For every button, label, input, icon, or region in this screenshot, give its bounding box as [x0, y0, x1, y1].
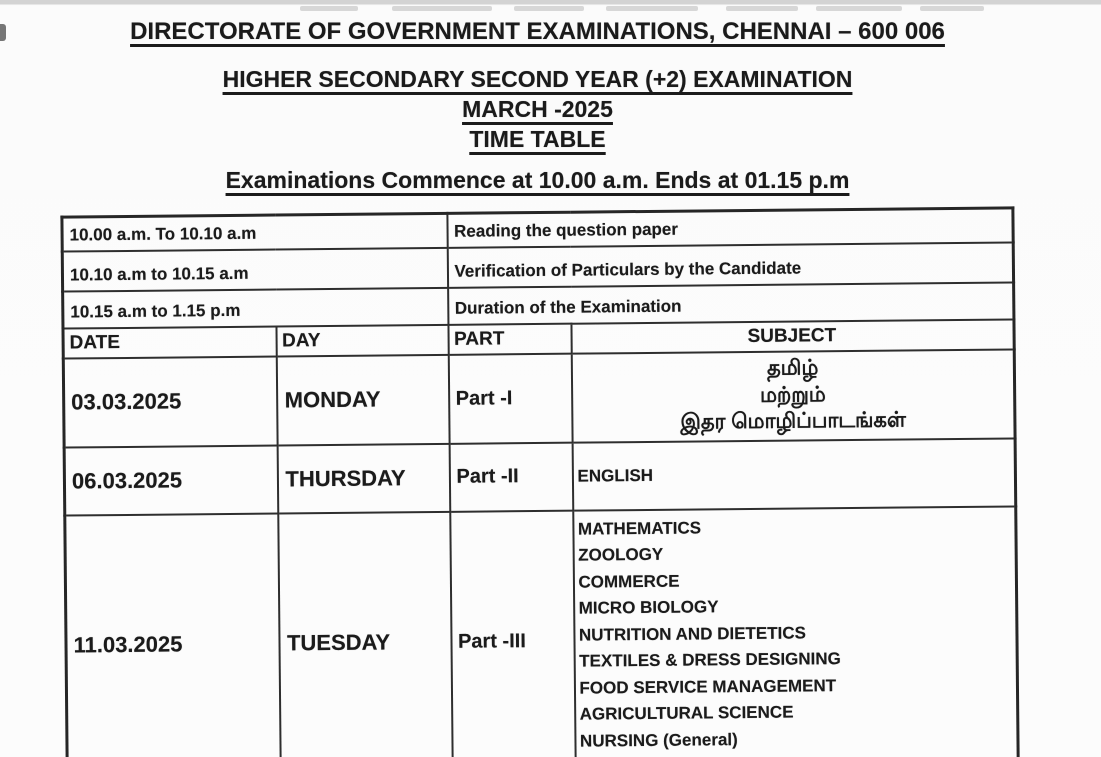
- subject-line: ZOOLOGY: [578, 544, 664, 565]
- exam-part: Part -III: [450, 510, 576, 757]
- column-header-subject: SUBJECT: [571, 319, 1014, 353]
- subject-line: FOOD SERVICE MANAGEMENT: [579, 675, 837, 698]
- exam-subjects: [571, 349, 1015, 442]
- subject-line: TEXTILES & DRESS DESIGNING: [579, 649, 841, 671]
- exam-date: 03.03.2025: [63, 356, 277, 447]
- schedule-time: 10.10 a.m to 10.15 a.m: [62, 247, 447, 291]
- subject-line: MICRO BIOLOGY: [578, 597, 719, 618]
- exam-title: HIGHER SECONDARY SECOND YEAR (+2) EXAMINATION: [222, 66, 853, 92]
- scan-artifact: [816, 6, 902, 11]
- subject-line: NUTRITION AND DIETETICS: [578, 622, 807, 645]
- session-title: MARCH -2025: [462, 96, 613, 122]
- exam-row: [63, 349, 1015, 447]
- scan-mark: [0, 24, 6, 41]
- timetable-heading: TIME TABLE: [469, 126, 606, 152]
- exam-row: [65, 506, 1019, 757]
- column-header-part: PART: [448, 323, 571, 354]
- subject-line: AGRICULTURAL SCIENCE: [579, 702, 794, 724]
- column-header-day: DAY: [276, 324, 448, 356]
- scan-artifact: [606, 6, 698, 11]
- exam-day: TUESDAY: [278, 511, 453, 757]
- subject-line: இதர மொழிப்பாடங்கள்: [680, 408, 906, 434]
- schedule-activity: Reading the question paper: [447, 208, 1013, 247]
- scan-artifact: [726, 6, 798, 11]
- exam-row: [64, 438, 1016, 515]
- document-title: DIRECTORATE OF GOVERNMENT EXAMINATIONS, CHENNAI – 600 006: [130, 18, 945, 45]
- scan-artifact: [514, 6, 584, 11]
- timing-note: Examinations Commence at 10.00 a.m. Ends at 01.15 p.m: [225, 167, 850, 193]
- exam-day: MONDAY: [276, 354, 449, 445]
- subject-line: COMMERCE: [578, 571, 680, 592]
- timetable-table: [60, 206, 1019, 757]
- exam-day: THURSDAY: [277, 443, 450, 513]
- exam-date: 11.03.2025: [65, 513, 281, 757]
- schedule-activity: Duration of the Examination: [448, 282, 1014, 324]
- scan-artifact: [300, 6, 358, 11]
- subject-line: மற்றும்: [759, 382, 826, 407]
- scan-edge-strip: [0, 0, 1101, 5]
- scan-artifact: [392, 6, 492, 11]
- exam-date: 06.03.2025: [64, 445, 278, 515]
- exam-part: Part -I: [448, 353, 572, 443]
- schedule-time: 10.00 a.m. To 10.10 a.m: [62, 213, 447, 251]
- schedule-activity: Verification of Particulars by the Candidate: [447, 242, 1013, 287]
- scan-artifact: [920, 6, 984, 11]
- subject-line: தமிழ்: [766, 356, 819, 381]
- exam-subjects: ENGLISH: [572, 438, 1016, 510]
- exam-part: Part -II: [449, 442, 573, 511]
- column-header-date: DATE: [63, 326, 276, 358]
- exam-subjects: [573, 506, 1019, 757]
- subject-line: NURSING (General): [579, 729, 738, 751]
- subject-line: MATHEMATICS: [577, 517, 702, 539]
- schedule-time: 10.15 a.m to 1.15 p.m: [63, 287, 448, 328]
